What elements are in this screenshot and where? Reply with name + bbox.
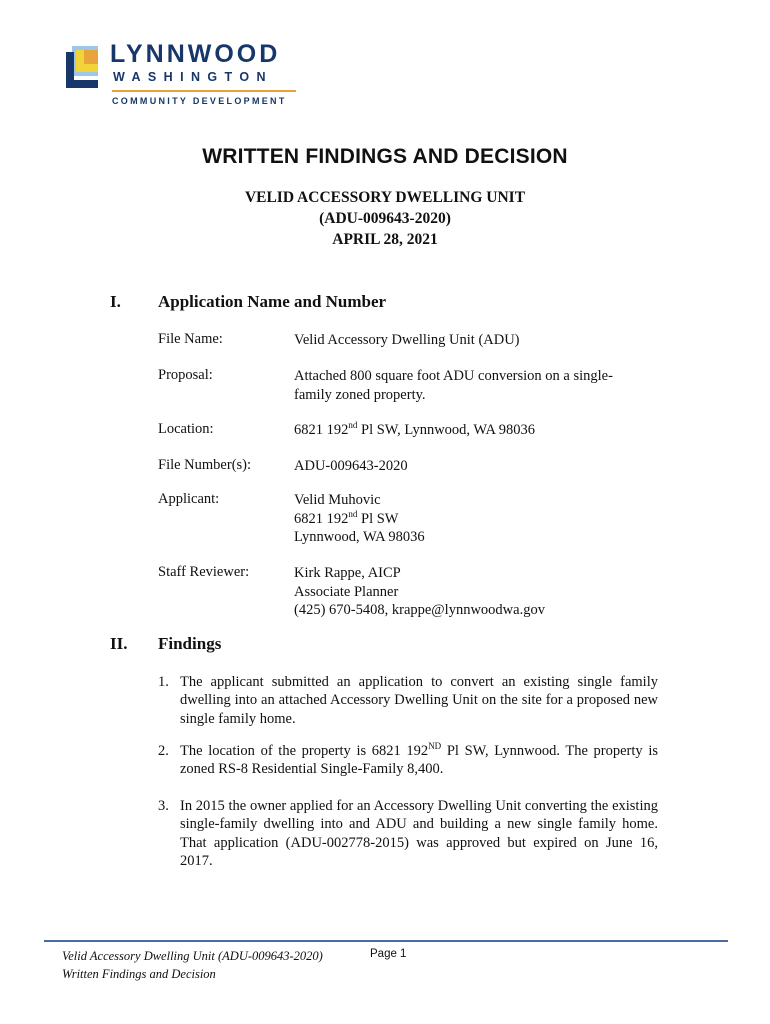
staff-reviewer-label: Staff Reviewer: xyxy=(158,564,250,580)
page-number: Page 1 xyxy=(370,948,407,960)
staff-name: Kirk Rappe, AICP xyxy=(294,565,401,581)
logo-community-development-text: COMMUNITY DEVELOPMENT xyxy=(112,96,287,106)
location-value xyxy=(294,421,535,440)
proposal-value xyxy=(294,367,613,404)
file-numbers-value: ADU-009643-2020 xyxy=(294,458,408,474)
staff-contact: (425) 670-5408, krappe@lynnwoodwa.gov xyxy=(294,602,545,618)
location-text-post: Pl SW, Lynnwood, WA 98036 xyxy=(357,422,536,438)
location-label: Location: xyxy=(158,421,214,437)
finding-superscript: ND xyxy=(428,741,442,751)
location-superscript: nd xyxy=(348,420,358,430)
proposal-line-1: Attached 800 square foot ADU conversion on a single- xyxy=(294,368,613,384)
file-name-label: File Name: xyxy=(158,331,223,347)
document-date: APRIL 28, 2021 xyxy=(332,231,438,248)
footer-line-1: Velid Accessory Dwelling Unit (ADU-009643-2020) xyxy=(62,949,323,963)
footer-document-info xyxy=(62,947,323,983)
section-2-number: II. xyxy=(110,634,128,653)
finding-text xyxy=(180,742,658,779)
finding-text: In 2015 the owner applied for an Accessory Dwelling Unit converting the existing single-family dwelling into and ADU and building a new single family home. That application (ADU-002778-2015) was approved but expired on June 16, 2017. xyxy=(180,798,658,869)
applicant-address-pre: 6821 192 xyxy=(294,510,349,527)
applicant-label: Applicant: xyxy=(158,491,220,507)
finding-item xyxy=(158,742,658,779)
applicant-address-superscript: nd xyxy=(348,508,358,519)
location-text-pre: 6821 192 xyxy=(294,422,349,438)
lynnwood-logo xyxy=(62,40,312,114)
section-2-title: Findings xyxy=(158,634,222,653)
finding-number: 1. xyxy=(158,674,169,690)
logo-mark-icon xyxy=(62,44,102,90)
applicant-address-post: Pl SW xyxy=(357,510,399,527)
finding-number: 2. xyxy=(158,743,169,759)
proposal-line-2: family zoned property. xyxy=(294,386,426,403)
staff-title: Associate Planner xyxy=(294,583,399,600)
finding-text-pre: The location of the property is 6821 192 xyxy=(180,743,429,759)
logo-divider xyxy=(112,90,296,92)
finding-text: The applicant submitted an application to convert an existing single family dwelling into an attached Accessory Dwelling Unit on the site for a proposed new single family home. xyxy=(180,674,658,727)
section-1-title: Application Name and Number xyxy=(158,292,387,311)
file-number-heading: (ADU-009643-2020) xyxy=(319,210,451,227)
staff-reviewer-value xyxy=(294,564,545,620)
applicant-name: Velid Muhovic xyxy=(294,492,381,508)
proposal-label: Proposal: xyxy=(158,367,213,383)
footer-line-2: Written Findings and Decision xyxy=(62,967,216,981)
file-name-value: Velid Accessory Dwelling Unit (ADU) xyxy=(294,332,520,348)
finding-item xyxy=(158,797,658,870)
finding-item xyxy=(158,673,658,728)
footer-divider xyxy=(44,940,728,942)
document-title: WRITTEN FINDINGS AND DECISION xyxy=(202,145,568,168)
applicant-city: Lynnwood, WA 98036 xyxy=(294,529,425,545)
logo-lynnwood-text: LYNNWOOD xyxy=(110,40,281,68)
finding-number: 3. xyxy=(158,798,169,814)
section-1-number: I. xyxy=(110,292,121,311)
logo-washington-text: WASHINGTON xyxy=(113,70,273,84)
file-numbers-label: File Number(s): xyxy=(158,457,252,473)
project-name: VELID ACCESSORY DWELLING UNIT xyxy=(244,189,526,206)
applicant-value xyxy=(294,491,425,547)
finding-text-post: Pl SW, Lynnwood. The property is zoned RS-8 Residential Single-Family 8,400. xyxy=(180,743,658,778)
